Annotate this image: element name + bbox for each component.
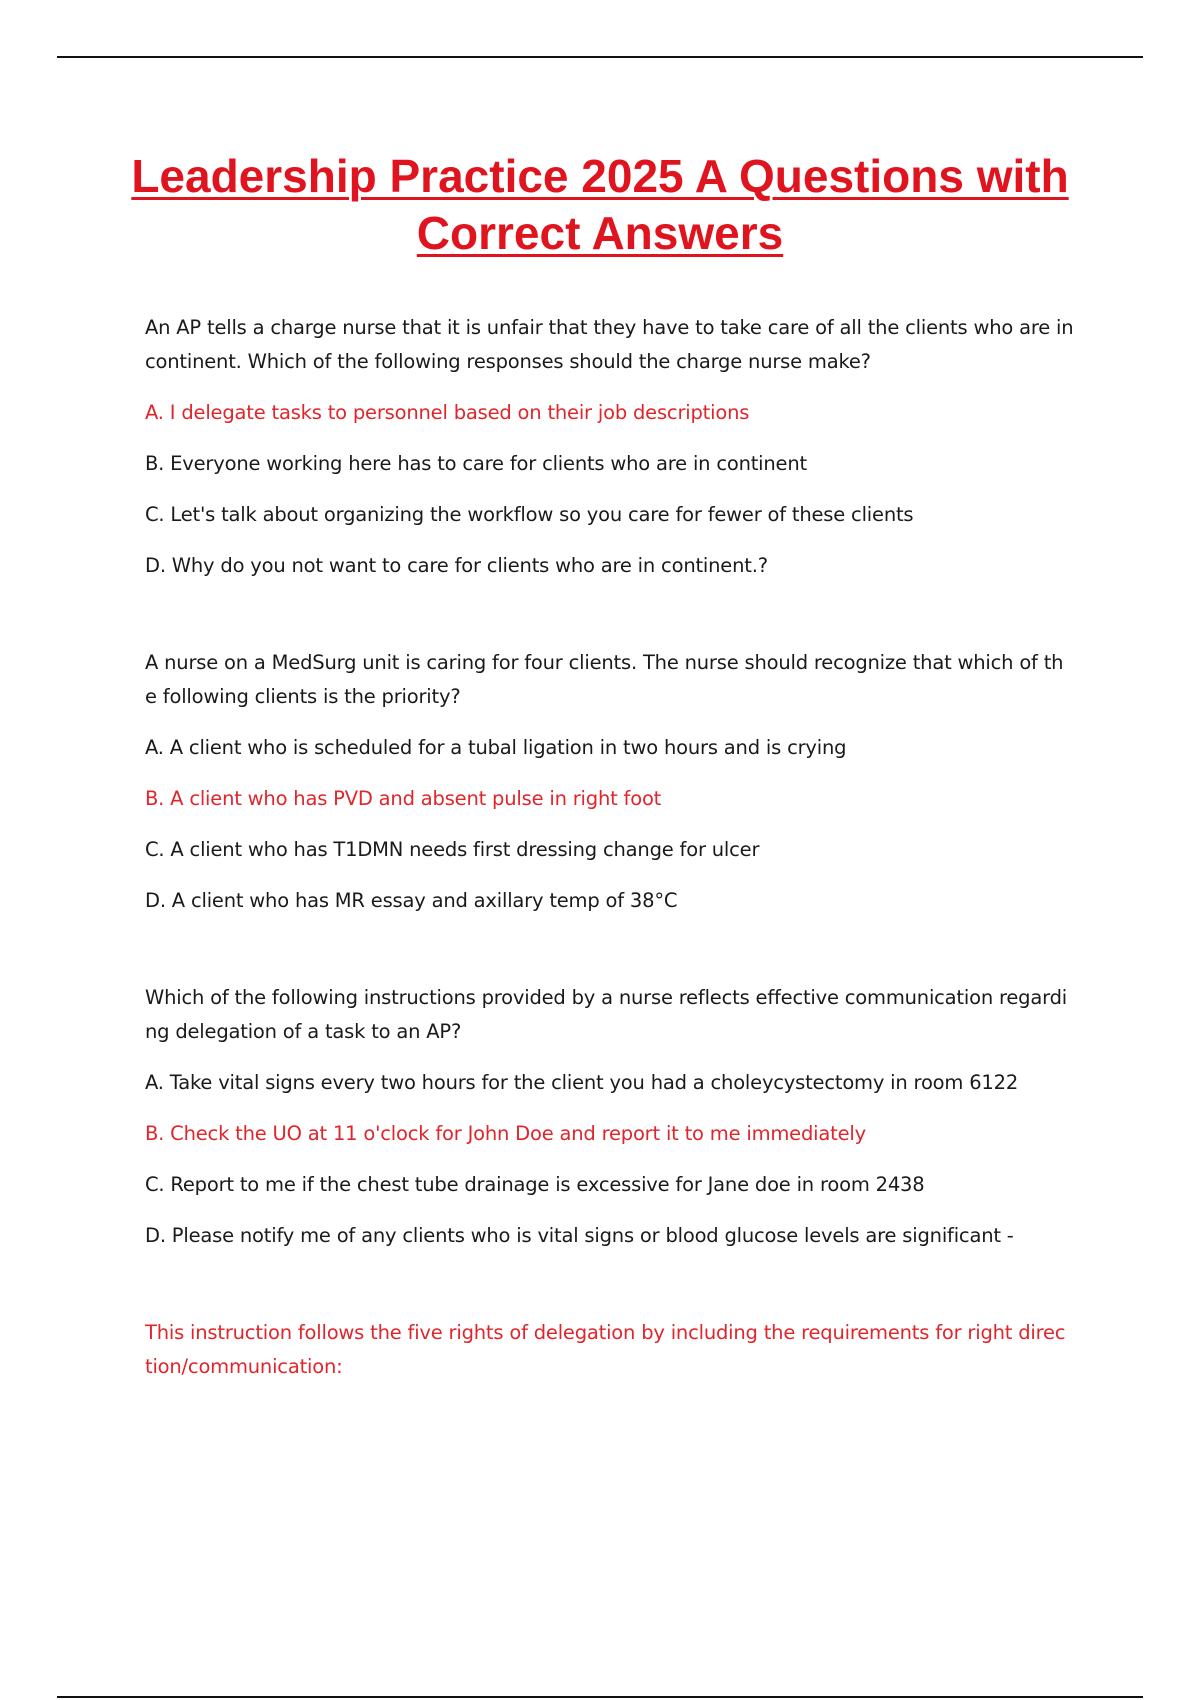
answer-option-d: D. Please notify me of any clients who is vital signs or blood glucose levels are significant -	[145, 1224, 1014, 1247]
answer-option-a: A. I delegate tasks to personnel based on their job descriptions	[145, 401, 750, 424]
answer-option-b: B. Check the UO at 11 o'clock for John Doe and report it to me immediately	[145, 1122, 866, 1145]
document-title: Leadership Practice 2025 A Questions with Correct Answers	[131, 150, 1069, 259]
question-list	[145, 311, 1095, 1384]
answer-option-d: D. A client who has MR essay and axillary temp of 38°C	[145, 889, 678, 912]
answer-option-a: A. Take vital signs every two hours for the client you had a choleycystectomy in room 6122	[145, 1071, 1019, 1094]
question-stem: An AP tells a charge nurse that it is unfair that they have to take care of all the clients who are in continent. Which of the following responses should the charge nurse make?	[145, 316, 1074, 373]
question-3	[145, 981, 1095, 1253]
bottom-rule	[57, 1696, 1143, 1698]
top-rule	[57, 56, 1143, 58]
question-stem: A nurse on a MedSurg unit is caring for four clients. The nurse should recognize that which of th e following clients is the priority?	[145, 651, 1064, 708]
answer-option-c: C. Let's talk about organizing the workflow so you care for fewer of these clients	[145, 503, 914, 526]
answer-option-d: D. Why do you not want to care for clients who are in continent.?	[145, 554, 768, 577]
answer-rationale: This instruction follows the five rights of delegation by including the requirements for right direc tion/communication:	[145, 1321, 1066, 1378]
answer-option-c: C. Report to me if the chest tube drainage is excessive for Jane doe in room 2438	[145, 1173, 925, 1196]
answer-option-a: A. A client who is scheduled for a tubal ligation in two hours and is crying	[145, 736, 847, 759]
answer-option-c: C. A client who has T1DMN needs first dressing change for ulcer	[145, 838, 760, 861]
question-stem: Which of the following instructions provided by a nurse reflects effective communication regardi ng delegation of a task to an AP?	[145, 986, 1067, 1043]
question-1	[145, 311, 1095, 583]
question-2	[145, 646, 1095, 918]
answer-option-b: B. Everyone working here has to care for clients who are in continent	[145, 452, 807, 475]
answer-option-b: B. A client who has PVD and absent pulse in right foot	[145, 787, 662, 810]
